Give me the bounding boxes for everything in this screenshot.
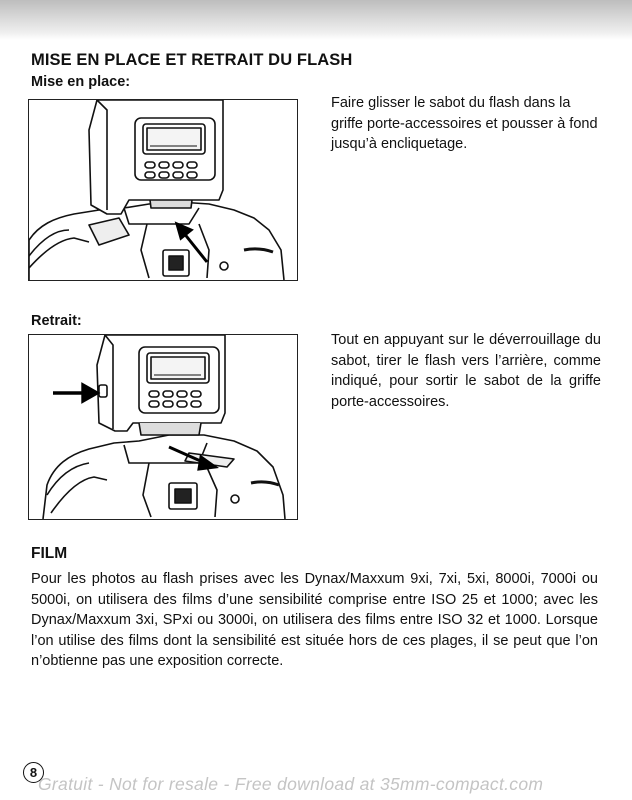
mise-en-place-text: Faire glisser le sabot du flash dans la griffe porte-accessoires et pousser à fond jusqu’à encliquetage. bbox=[331, 95, 598, 152]
film-heading: FILM bbox=[31, 545, 68, 562]
page-number: 8 bbox=[23, 762, 44, 783]
mise-en-place-label: Mise en place: bbox=[31, 74, 131, 90]
page-title: MISE EN PLACE ET RETRAIT DU FLASH bbox=[31, 51, 353, 69]
retrait-text: Tout en appuyant sur le déverrouillage du sabot, tirer le flash vers l’arrière, comme indiqué, pour sortir le sabot de la griffe porte-accessoires. bbox=[331, 332, 601, 410]
retrait-label: Retrait: bbox=[31, 313, 82, 329]
scan-shading bbox=[0, 0, 632, 40]
mounting-flash-illustration bbox=[28, 99, 298, 281]
watermark: Gratuit - Not for resale - Free download at 35mm-compact.com bbox=[38, 774, 544, 794]
removing-flash-illustration bbox=[28, 334, 298, 520]
film-paragraph: Pour les photos au flash prises avec les Dynax/Maxxum 9xi, 7xi, 5xi, 8000i, 7000i ou 5000i, on utilisera des films d’une sensibilité comprise entre ISO 25 et 1000; avec les Dynax/Maxxum 3xi, SPxi ou 3000i, on utilisera des films entre ISO 32 et 1000. Lorsque l’on utilise des films dont la sensibilité est située hors de ces plages, il se peut que l’on n’obtienne pas une exposition correcte. bbox=[31, 571, 598, 670]
